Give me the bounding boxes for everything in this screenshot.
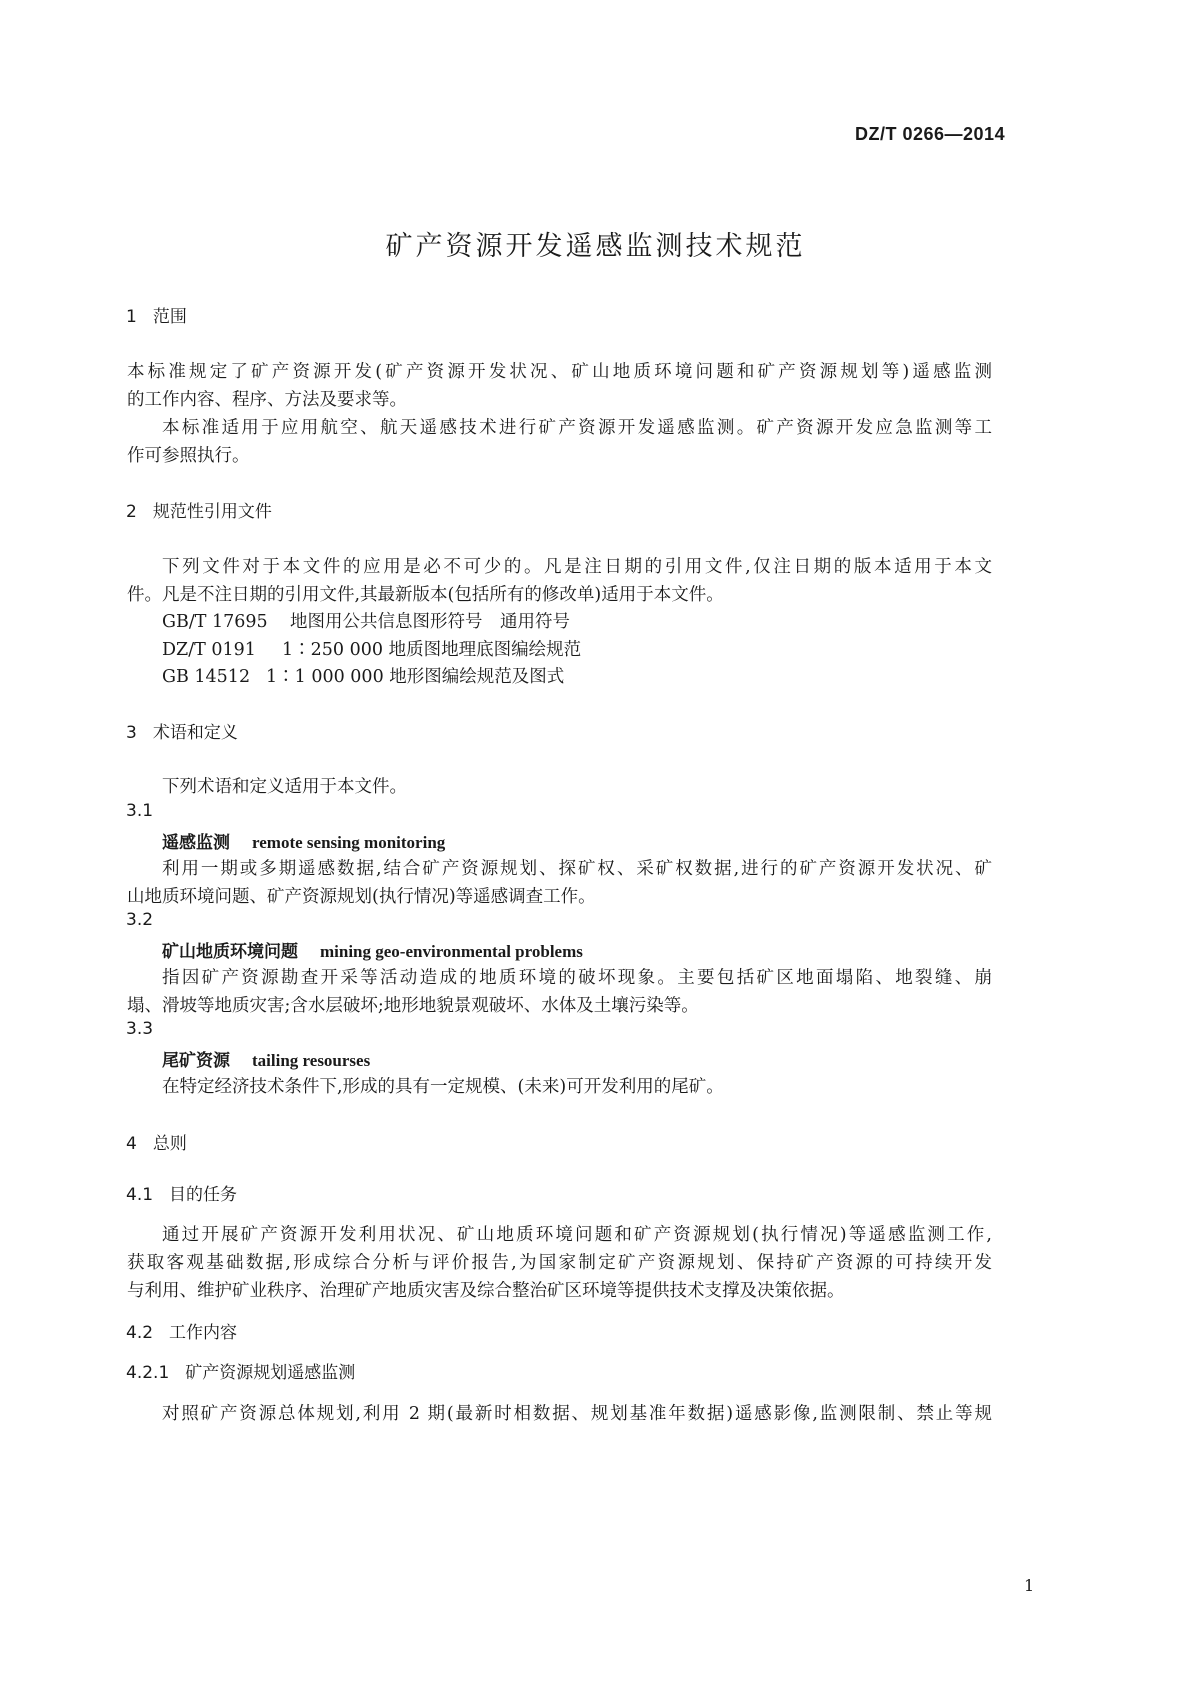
paragraph-line: 与利用、维护矿业秩序、治理矿产地质灾害及综合整治矿区环境等提供技术支撑及决策依据。 xyxy=(127,1281,845,1301)
subsection-4-2-1-heading xyxy=(126,1358,355,1383)
section-number: 2 xyxy=(126,502,137,522)
paragraph-line: 下列术语和定义适用于本文件。 xyxy=(162,777,407,797)
page-number: 1 xyxy=(1024,1576,1035,1595)
section-4-heading xyxy=(126,1129,187,1154)
term-english: mining geo-environmental problems xyxy=(320,942,583,961)
section-1-heading xyxy=(126,302,187,327)
reference-code: GB 14512 xyxy=(162,667,251,687)
term-english: remote sensing monitoring xyxy=(252,833,446,852)
term-chinese: 遥感监测 xyxy=(162,833,230,853)
paragraph-line: 对照矿产资源总体规划,利用 2 期(最新时相数据、规划基准年数据)遥感影像,监测限制、禁止等规 xyxy=(162,1404,992,1424)
definition-line: 利用一期或多期遥感数据,结合矿产资源规划、探矿权、采矿权数据,进行的矿产资源开发状况、矿 xyxy=(162,859,992,879)
paragraph-line: 件。凡是不注日期的引用文件,其最新版本(包括所有的修改单)适用于本文件。 xyxy=(127,585,724,605)
section-3-heading xyxy=(126,718,238,743)
term-chinese: 矿山地质环境问题 xyxy=(162,942,298,962)
paragraph-line: 的工作内容、程序、方法及要求等。 xyxy=(127,390,407,410)
document-title: 矿产资源开发遥感监测技术规范 xyxy=(385,231,806,262)
section-number: 3 xyxy=(126,723,137,743)
section-title: 总则 xyxy=(152,1134,187,1154)
term-number: 3.3 xyxy=(126,1019,154,1039)
subsection-4-1-heading xyxy=(126,1180,237,1205)
definition-line: 塌、滑坡等地质灾害;含水层破坏;地形地貌景观破坏、水体及土壤污染等。 xyxy=(127,996,699,1016)
term-chinese: 尾矿资源 xyxy=(162,1051,230,1071)
subsection-title: 矿产资源规划遥感监测 xyxy=(185,1363,356,1383)
term-heading xyxy=(162,1046,370,1071)
reference-title: 地图用公共信息图形符号 通用符号 xyxy=(290,612,570,632)
paragraph-line: 获取客观基础数据,形成综合分析与评价报告,为国家制定矿产资源规划、保持矿产资源的可持续开发 xyxy=(127,1253,992,1273)
subsection-title: 工作内容 xyxy=(169,1323,238,1343)
reference-title: 1∶1 000 000 地形图编绘规范及图式 xyxy=(266,667,565,687)
subsection-4-2-heading xyxy=(126,1318,237,1343)
paragraph-line: 下列文件对于本文件的应用是必不可少的。凡是注日期的引用文件,仅注日期的版本适用于本文 xyxy=(162,557,992,577)
section-title: 术语和定义 xyxy=(152,723,238,743)
reference-code: GB/T 17695 xyxy=(162,612,268,632)
definition-line: 山地质环境问题、矿产资源规划(执行情况)等遥感调查工作。 xyxy=(127,887,596,907)
definition-line: 在特定经济技术条件下,形成的具有一定规模、(未来)可开发利用的尾矿。 xyxy=(162,1077,724,1097)
section-number: 1 xyxy=(126,307,137,327)
document-code: DZ/T 0266—2014 xyxy=(855,124,1006,144)
paragraph-line: 本标准适用于应用航空、航天遥感技术进行矿产资源开发遥感监测。矿产资源开发应急监测等工 xyxy=(162,418,992,438)
definition-line: 指因矿产资源勘查开采等活动造成的地质环境的破坏现象。主要包括矿区地面塌陷、地裂缝、崩 xyxy=(162,968,992,988)
paragraph-line: 作可参照执行。 xyxy=(127,446,250,466)
reference-item xyxy=(162,636,581,661)
paragraph-line: 本标准规定了矿产资源开发(矿产资源开发状况、矿山地质环境问题和矿产资源规划等)遥感监测 xyxy=(127,362,992,382)
term-number: 3.1 xyxy=(126,801,154,821)
section-title: 范围 xyxy=(152,307,187,327)
reference-item xyxy=(162,663,564,688)
section-number: 4 xyxy=(126,1134,137,1154)
subsection-title: 目的任务 xyxy=(169,1185,238,1205)
reference-code: DZ/T 0191 xyxy=(162,640,256,660)
subsection-number: 4.2 xyxy=(126,1323,154,1343)
term-english: tailing resourses xyxy=(252,1051,371,1070)
subsection-number: 4.1 xyxy=(126,1185,154,1205)
reference-item xyxy=(162,608,570,633)
term-number: 3.2 xyxy=(126,910,154,930)
section-title: 规范性引用文件 xyxy=(152,502,272,522)
subsection-number: 4.2.1 xyxy=(126,1363,170,1383)
reference-title: 1∶250 000 地质图地理底图编绘规范 xyxy=(282,640,582,660)
paragraph-line: 通过开展矿产资源开发利用状况、矿山地质环境问题和矿产资源规划(执行情况)等遥感监测工作, xyxy=(162,1225,992,1245)
term-heading xyxy=(162,937,583,962)
section-2-heading xyxy=(126,497,272,522)
term-heading xyxy=(162,828,445,853)
